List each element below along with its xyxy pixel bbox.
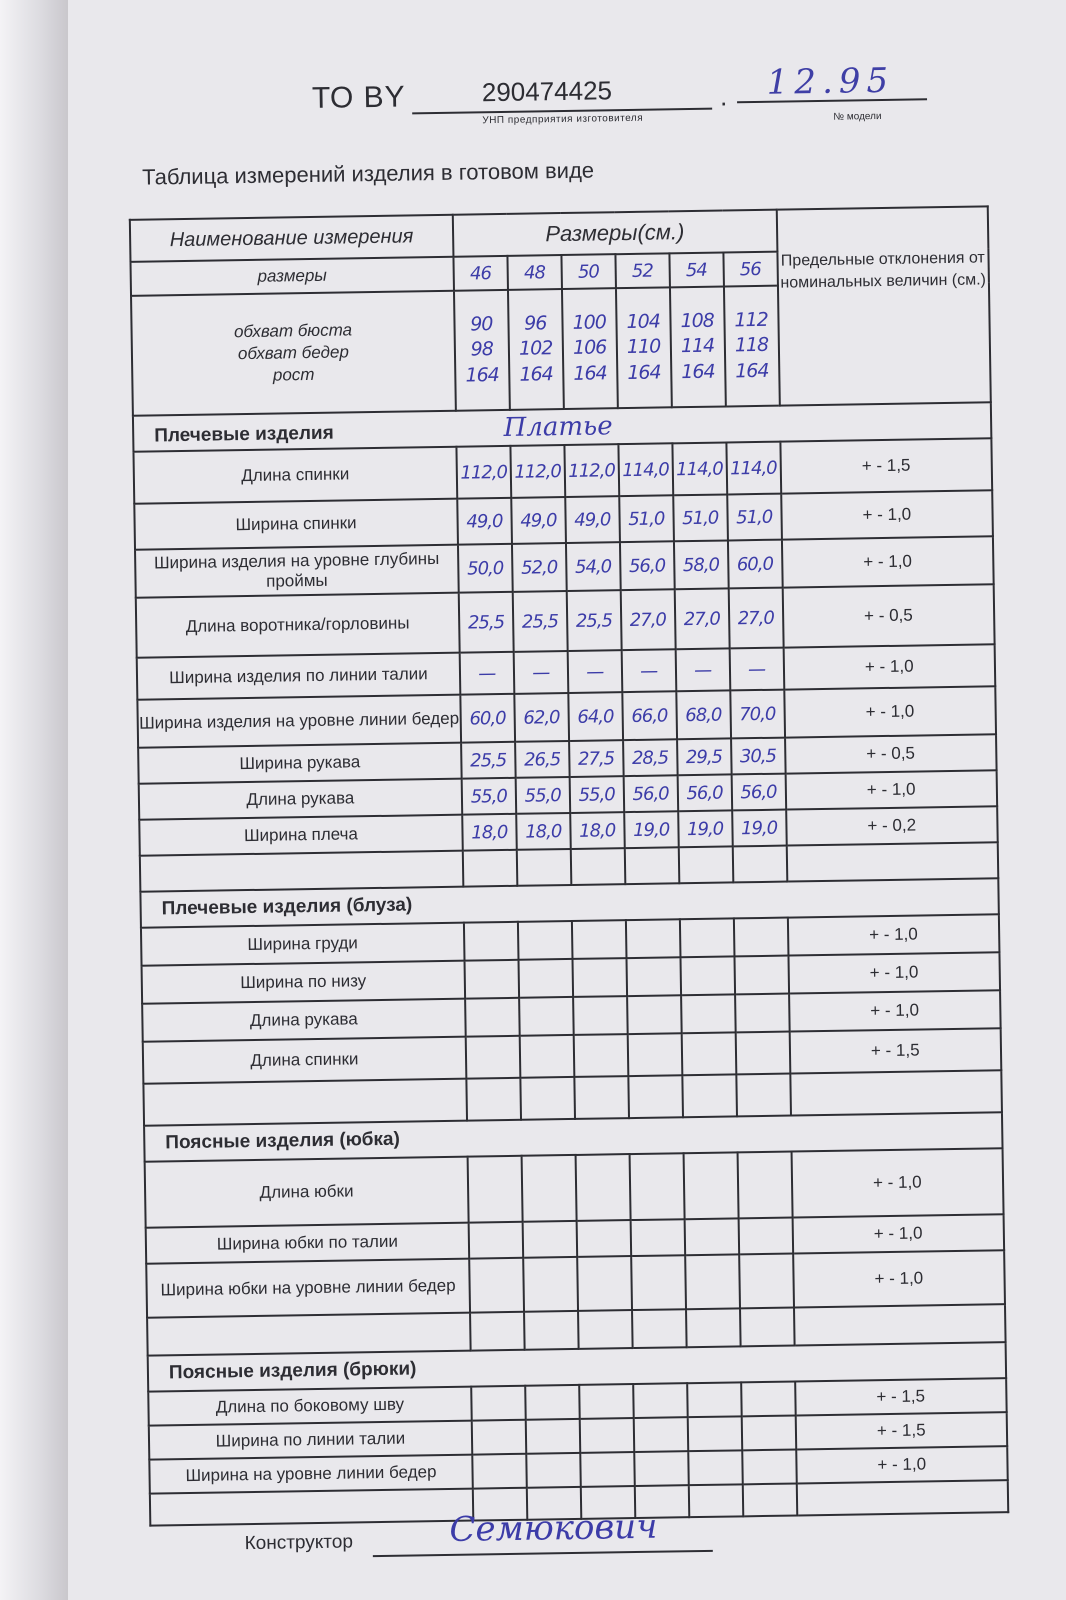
- tolerance-cell: + - 0,2: [786, 806, 998, 845]
- value-cell: 51,0: [619, 495, 674, 542]
- value-cell: [737, 1152, 792, 1219]
- tolerance-cell: + - 1,0: [784, 686, 996, 737]
- tolerance-cell: + - 0,5: [782, 584, 994, 647]
- value-cell: 112,0: [510, 445, 565, 498]
- page-title: Таблица измерений изделия в готовом виде: [141, 157, 595, 190]
- tolerance-cell: [794, 1304, 1006, 1345]
- value-cell: 27,0: [728, 588, 783, 649]
- value-cell: 25,5: [461, 742, 516, 779]
- value-cell: —: [460, 652, 515, 695]
- value-cell: [571, 848, 626, 885]
- value-cell: 112,0: [456, 446, 511, 499]
- measure-name: Длина спинки: [133, 447, 457, 504]
- constructor-signature: Семюкович: [449, 1506, 658, 1550]
- value-cell: —: [675, 648, 730, 691]
- value-cell: [688, 1450, 742, 1485]
- value-cell: [468, 1222, 523, 1259]
- value-cell: 55,0: [462, 778, 517, 815]
- measure-name: Ширина изделия на уровне линии бедер: [137, 695, 461, 748]
- unp-caption: УНП предприятия изготовителя: [482, 112, 644, 127]
- value-cell: [573, 996, 628, 1035]
- value-cell: 114,0: [726, 442, 781, 495]
- value-cell: 112,0: [564, 444, 619, 497]
- value-cell: [464, 922, 519, 961]
- value-cell: [734, 918, 789, 957]
- value-cell: [630, 1219, 685, 1256]
- value-cell: [577, 1256, 632, 1311]
- measure-name: Ширина изделия на уровне глубины проймы: [135, 545, 459, 598]
- value-cell: 18,0: [570, 812, 625, 849]
- value-cell: [629, 1153, 684, 1220]
- value-cell: 56,0: [731, 774, 786, 811]
- model-number: 12.95: [766, 60, 895, 103]
- value-cell: 27,5: [569, 740, 624, 777]
- value-cell: 51,0: [673, 494, 728, 541]
- base-values-cell: 100 106 164: [562, 288, 618, 409]
- value-cell: 29,5: [677, 738, 732, 775]
- value-cell: [626, 919, 681, 958]
- base-values-cell: 96 102 164: [508, 289, 564, 410]
- value-cell: [467, 1156, 522, 1223]
- value-cell: 49,0: [457, 498, 512, 545]
- measure-name: Ширина плеча: [139, 815, 462, 856]
- size-cell: 48: [507, 255, 561, 290]
- measure-name: Ширина спинки: [134, 499, 458, 550]
- value-cell: [632, 1309, 687, 1348]
- value-cell: 64,0: [568, 692, 623, 741]
- measure-name: Ширина изделия по линии талии: [137, 653, 460, 700]
- value-cell: —: [513, 651, 568, 694]
- value-cell: 27,0: [674, 588, 729, 649]
- model-caption: № модели: [833, 110, 882, 123]
- value-cell: 25,5: [513, 591, 568, 652]
- value-cell: 58,0: [674, 540, 729, 589]
- value-cell: [735, 1032, 790, 1075]
- value-cell: [576, 1220, 631, 1257]
- value-cell: [680, 956, 735, 995]
- measure-name: Длина юбки: [145, 1157, 469, 1228]
- measure-name: Ширина по линии талии: [149, 1421, 472, 1460]
- value-cell: 56,0: [677, 774, 732, 811]
- value-cell: [680, 918, 735, 957]
- tolerance-cell: + - 1,0: [785, 770, 997, 809]
- name-header: Наименование измерения: [130, 215, 453, 262]
- value-cell: [518, 959, 573, 998]
- value-cell: [627, 1033, 682, 1076]
- value-cell: [740, 1308, 795, 1347]
- value-cell: [572, 958, 627, 997]
- section-note: Платье: [503, 411, 613, 443]
- value-cell: —: [621, 649, 676, 692]
- value-cell: [518, 921, 573, 960]
- value-cell: [681, 994, 736, 1033]
- separator-dot: .: [719, 81, 728, 112]
- size-cell: 56: [723, 252, 777, 287]
- value-cell: [742, 1483, 796, 1516]
- measure-name: Ширина груди: [141, 923, 464, 966]
- measure-name: Длина рукава: [142, 999, 465, 1042]
- value-cell: [520, 1077, 575, 1120]
- sizes-label: размеры: [130, 257, 453, 296]
- value-cell: [522, 1221, 577, 1258]
- value-cell: 68,0: [676, 690, 731, 739]
- value-cell: 66,0: [622, 691, 677, 740]
- value-cell: 19,0: [732, 810, 787, 847]
- value-cell: [684, 1218, 739, 1255]
- base-values-cell: 108 114 164: [670, 286, 726, 407]
- tolerance-cell: + - 1,0: [788, 952, 1000, 993]
- value-cell: 52,0: [512, 543, 567, 592]
- constructor-label: Конструктор: [244, 1531, 354, 1555]
- measure-name: Ширина юбки на уровне линии бедер: [146, 1259, 470, 1318]
- unp-number: 290474425: [481, 75, 613, 108]
- value-cell: 56,0: [623, 775, 678, 812]
- size-cell: 50: [561, 254, 615, 289]
- value-cell: [526, 1419, 580, 1454]
- value-cell: [741, 1416, 795, 1451]
- value-cell: 114,0: [618, 443, 673, 496]
- value-cell: [624, 847, 679, 884]
- value-cell: 19,0: [624, 811, 679, 848]
- size-cell: 46: [453, 256, 507, 291]
- tolerance-cell: + - 1,5: [795, 1412, 1007, 1449]
- value-cell: [524, 1311, 579, 1350]
- value-cell: [472, 1454, 526, 1489]
- value-cell: [573, 1034, 628, 1077]
- value-cell: 28,5: [623, 739, 678, 776]
- measure-name: Ширина юбки по талии: [146, 1223, 469, 1264]
- value-cell: [523, 1257, 578, 1312]
- tolerance-cell: + - 1,0: [783, 644, 995, 689]
- toby-label: ТО ВY: [311, 80, 406, 115]
- value-cell: [688, 1484, 742, 1517]
- value-cell: [519, 997, 574, 1036]
- value-cell: 50,0: [458, 544, 513, 593]
- value-cell: [464, 960, 519, 999]
- tolerance-cell: + - 1,5: [789, 1028, 1001, 1073]
- base-values-cell: 104 110 164: [616, 287, 672, 408]
- value-cell: [732, 846, 787, 883]
- measure-name: [150, 1489, 473, 1526]
- value-cell: [683, 1152, 738, 1219]
- value-cell: —: [729, 648, 784, 691]
- value-cell: 62,0: [514, 693, 569, 742]
- form-sheet: [68, 0, 1066, 1600]
- value-cell: 49,0: [511, 497, 566, 544]
- section-title-text: Плечевые изделия: [154, 422, 334, 447]
- value-cell: 30,5: [731, 738, 786, 775]
- value-cell: [579, 1384, 633, 1419]
- measure-name: Длина по боковому шву: [148, 1387, 471, 1426]
- value-cell: [687, 1382, 741, 1417]
- value-cell: [681, 1032, 736, 1075]
- tolerance-cell: + - 1,0: [789, 990, 1001, 1031]
- value-cell: 56,0: [620, 541, 675, 590]
- measure-name: Ширина по низу: [142, 961, 465, 1004]
- value-cell: 55,0: [569, 776, 624, 813]
- value-cell: [678, 846, 733, 883]
- value-cell: [526, 1453, 580, 1488]
- size-cell: 54: [669, 252, 723, 287]
- tolerance-header: Предельные отклонения от номинальных величин (см.): [776, 206, 990, 405]
- tolerance-cell: [796, 1480, 1008, 1515]
- value-cell: [579, 1418, 633, 1453]
- value-cell: [686, 1308, 741, 1347]
- header-row: [130, 206, 989, 261]
- value-cell: [466, 1078, 521, 1121]
- value-cell: [627, 995, 682, 1034]
- tolerance-cell: + - 1,0: [782, 536, 994, 587]
- tolerance-cell: + - 1,0: [781, 490, 993, 539]
- value-cell: 49,0: [565, 496, 620, 543]
- value-cell: [626, 957, 681, 996]
- value-cell: [736, 1074, 791, 1117]
- measure-name: Длина рукава: [139, 779, 462, 820]
- value-cell: [469, 1258, 524, 1313]
- measure-name: [140, 851, 463, 892]
- value-cell: [633, 1383, 687, 1418]
- value-cell: [738, 1218, 793, 1255]
- value-cell: [742, 1450, 796, 1485]
- value-cell: —: [567, 650, 622, 693]
- tolerance-cell: [790, 1070, 1002, 1115]
- value-cell: 70,0: [730, 690, 785, 739]
- value-cell: [682, 1074, 737, 1117]
- value-cell: 18,0: [462, 814, 517, 851]
- value-cell: [633, 1417, 687, 1452]
- value-cell: 55,0: [515, 777, 570, 814]
- value-cell: 114,0: [672, 442, 727, 495]
- base-values-cell: 112 118 164: [724, 286, 780, 407]
- size-cell: 52: [615, 253, 669, 288]
- value-cell: 18,0: [516, 813, 571, 850]
- value-cell: [472, 1420, 526, 1455]
- measure-name: Ширина рукава: [138, 743, 461, 784]
- measure-name: Длина воротника/горловины: [136, 593, 460, 658]
- tolerance-cell: [786, 842, 998, 881]
- section-title-text: Поясные изделия (брюки): [168, 1358, 417, 1384]
- value-cell: [517, 849, 572, 886]
- tolerance-cell: + - 1,0: [787, 914, 999, 955]
- tolerance-cell: + - 0,5: [785, 734, 997, 773]
- tolerance-cell: + - 1,0: [796, 1446, 1008, 1483]
- value-cell: 27,0: [620, 589, 675, 650]
- value-cell: [463, 850, 518, 887]
- value-cell: 54,0: [566, 542, 621, 591]
- measure-name: [147, 1313, 470, 1356]
- value-cell: [735, 994, 790, 1033]
- value-cell: [465, 998, 520, 1037]
- measure-name: Длина спинки: [143, 1037, 466, 1084]
- value-cell: [628, 1075, 683, 1118]
- value-cell: 25,5: [566, 590, 621, 651]
- model-underline: [737, 98, 927, 103]
- value-cell: 19,0: [678, 810, 733, 847]
- section-title-text: Поясные изделия (юбка): [165, 1128, 401, 1154]
- measure-name: Ширина на уровне линии бедер: [149, 1455, 472, 1494]
- measurement-table: [129, 205, 1009, 1526]
- measure-name: [143, 1079, 466, 1126]
- value-cell: [574, 1076, 629, 1119]
- tolerance-cell: + - 1,5: [795, 1378, 1007, 1415]
- book-edge: [0, 0, 68, 1600]
- value-cell: [575, 1154, 630, 1221]
- value-cell: [739, 1254, 794, 1309]
- tolerance-cell: + - 1,0: [793, 1250, 1005, 1307]
- sizes-header: Размеры(см.): [453, 210, 777, 257]
- value-cell: [687, 1416, 741, 1451]
- value-cell: [470, 1312, 525, 1351]
- document-page: [68, 0, 1066, 1600]
- section-title-text: Плечевые изделия (блуза): [161, 894, 413, 920]
- value-cell: [572, 920, 627, 959]
- value-cell: [580, 1452, 634, 1487]
- value-cell: [741, 1382, 795, 1417]
- value-cell: [471, 1386, 525, 1421]
- value-cell: 51,0: [727, 494, 782, 541]
- value-cell: [631, 1255, 686, 1310]
- value-cell: [734, 956, 789, 995]
- value-cell: 26,5: [515, 741, 570, 778]
- base-values-cell: 90 98 164: [454, 290, 510, 411]
- tolerance-cell: + - 1,0: [791, 1148, 1003, 1217]
- value-cell: [521, 1155, 576, 1222]
- value-cell: 25,5: [459, 592, 514, 653]
- value-cell: [634, 1451, 688, 1486]
- value-cell: [525, 1385, 579, 1420]
- tolerance-cell: + - 1,5: [780, 438, 992, 493]
- value-cell: [466, 1036, 521, 1079]
- signature-line: [373, 1550, 713, 1557]
- tolerance-cell: + - 1,0: [792, 1214, 1004, 1253]
- base-labels: обхват бюста обхват бедер рост: [131, 291, 456, 416]
- value-cell: 60,0: [460, 694, 515, 743]
- value-cell: [578, 1310, 633, 1349]
- value-cell: [520, 1035, 575, 1078]
- value-cell: 60,0: [728, 540, 783, 589]
- value-cell: [685, 1254, 740, 1309]
